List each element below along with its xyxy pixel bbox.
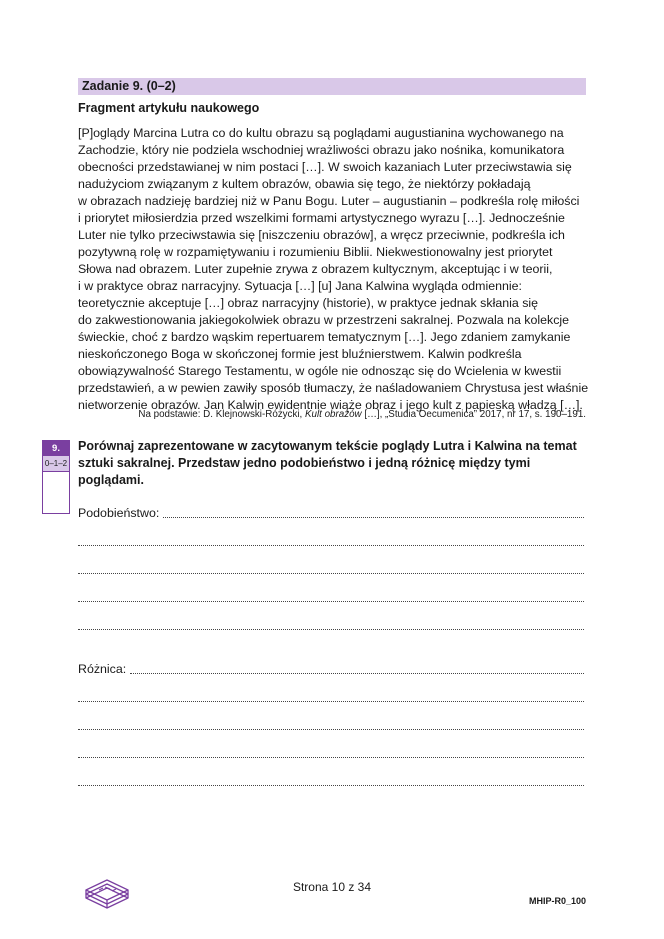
- passage-line: nieskończonego Boga w skończonej formie jest bluźnierstwem. Kalwin podkreśla: [78, 347, 522, 361]
- source-citation: [78, 409, 586, 420]
- score-task-number: 9.: [43, 441, 69, 456]
- citation-title: Kult obrazów: [304, 409, 362, 420]
- difference-answer-line[interactable]: [78, 785, 584, 786]
- score-range: 0–1–2: [43, 456, 69, 472]
- passage-line: Słowa nad obrazem. Luter zupełnie zrywa z obrazem kultycznym, akceptując i w teorii,: [78, 262, 553, 276]
- similarity-answer-line[interactable]: [78, 573, 584, 574]
- passage-line: przedstawień, a w pewien zawiły sposób tłumaczy, że naśladowaniem Chrystusa jest właśnie: [78, 381, 589, 395]
- passage-line: obowiązywalność Starego Testamentu, w ogóle nie odnosząc się do Wcielenia w kwestii: [78, 364, 562, 378]
- passage-line: Zachodzie, który nie podziela wschodniej wrażliwości obrazu jako nośnika, komunikatora: [78, 143, 565, 157]
- passage-line: teoretycznie akceptuje […] obraz narracyjny (historie), w praktyce jednak skłania się: [78, 296, 539, 310]
- passage-line: [P]oglądy Marcina Lutra co do kultu obrazu są poglądami augustianina wychowanego na: [78, 126, 564, 140]
- passage-line: świeckie, choć z bardzo wąskim repertuarem tematycznym […]. Jego zdaniem zamykanie: [78, 330, 571, 344]
- passage-line: i w praktyce obraz narracyjny. Sytuacja […] [u] Jana Kalwina wygląda odmiennie:: [78, 279, 522, 293]
- difference-answer-line[interactable]: [78, 757, 584, 758]
- question-line: sztuki sakralnej. Przedstaw jedno podobieństwo i jedną różnicę między tymi: [78, 456, 531, 470]
- source-title: Fragment artykułu naukowego: [78, 101, 260, 115]
- similarity-answer-line[interactable]: [163, 517, 584, 518]
- similarity-answer-line[interactable]: [78, 629, 584, 630]
- score-entry-cell[interactable]: [43, 472, 69, 514]
- task-header: Zadanie 9. (0–2): [78, 78, 586, 95]
- difference-answer-line[interactable]: [78, 701, 584, 702]
- passage-line: w obrazach nadzieję bardziej niż w Panu Bogu. Luter – augustianin – podkreśla rolę miłości: [78, 194, 580, 208]
- passage-line: Luter nie tylko przeciwstawia się [niszczeniu obrazów], a wręcz przeciwnie, podkreśla ich: [78, 228, 565, 242]
- article-passage: [78, 125, 598, 414]
- question-line: poglądami.: [78, 473, 144, 487]
- similarity-label: Podobieństwo:: [78, 506, 160, 520]
- question-line: Porównaj zaprezentowane w zacytowanym tekście poglądy Lutra i Kalwina na temat: [78, 439, 577, 453]
- score-box: [42, 440, 70, 514]
- passage-line: do zakwestionowania jakiegokolwiek obrazu w przestrzeni sakralnej. Pozwala na kolekcje: [78, 313, 570, 327]
- difference-answer-line[interactable]: [78, 729, 584, 730]
- difference-answer-line[interactable]: [130, 673, 584, 674]
- document-code: MHIP-R0_100: [528, 896, 586, 906]
- page-number: Strona 10 z 34: [292, 880, 372, 894]
- citation-prefix: Na podstawie: D. Klejnowski-Różycki,: [138, 409, 305, 420]
- difference-label: Różnica:: [78, 662, 127, 676]
- passage-line: pozytywną rolę w rozpamiętywaniu i rozumieniu Biblii. Niekwestionowalny jest priorytet: [78, 245, 553, 259]
- passage-line: obecności przedstawianej w nim postaci […]. W swoich kazaniach Luter przeciwstawia się: [78, 160, 572, 174]
- similarity-answer-line[interactable]: [78, 545, 584, 546]
- passage-line: i priorytet miłosierdzia przed wszelkimi formami artystycznego wyrazu […]. Jednocześnie: [78, 211, 565, 225]
- passage-line: nadużyciom związanym z kultem obrazów, obawia się tego, że niektórzy pokładają: [78, 177, 531, 191]
- citation-suffix: […], „Studia Oecumenica” 2017, nr 17, s. 190–191.: [361, 409, 586, 420]
- similarity-answer-line[interactable]: [78, 601, 584, 602]
- passage-line: nietworzenie obrazów. Jan Kalwin ewidentnie wiąże obraz i jego kult z papieską władzą […].: [78, 398, 583, 412]
- task-question: [78, 438, 593, 489]
